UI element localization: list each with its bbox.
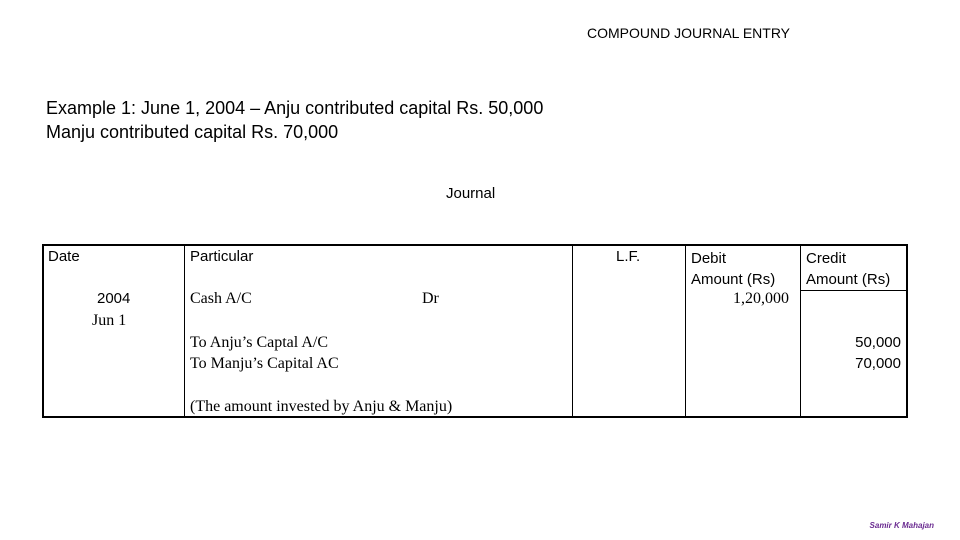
example-text (46, 96, 543, 144)
date-column-divider (184, 246, 185, 416)
debit-header-line-2: Amount (Rs) (691, 271, 776, 288)
credit-account-2: To Manju’s Capital AC (190, 355, 339, 372)
debit-header-line-1: Debit (691, 250, 727, 267)
debit-column-divider (800, 246, 801, 416)
credit-header-line-2: Amount (Rs) (806, 271, 891, 288)
credit-header-underline (800, 290, 906, 291)
example-line-2: Manju contributed capital Rs. 70,000 (46, 122, 339, 142)
credit-header-line-1: Credit (806, 250, 847, 267)
credit-amount-1: 50,000 (855, 334, 901, 351)
debit-header (691, 248, 775, 290)
entry-day: Jun 1 (92, 312, 127, 329)
journal-title: Journal (446, 185, 496, 202)
example-line-1: Example 1: June 1, 2004 – Anju contributed capital Rs. 50,000 (46, 98, 544, 118)
lf-header: L.F. (616, 248, 641, 265)
debit-account: Cash A/C (190, 290, 252, 307)
date-header: Date (48, 248, 80, 265)
entry-year: 2004 (97, 290, 131, 307)
debit-amount: 1,20,000 (733, 290, 789, 307)
credit-header (806, 248, 890, 290)
narration: (The amount invested by Anju & Manju) (190, 398, 453, 415)
lf-column-divider (685, 246, 686, 416)
particular-header: Particular (190, 248, 254, 265)
author-signature: Samir K Mahajan (869, 521, 934, 530)
page-heading: COMPOUND JOURNAL ENTRY (587, 25, 791, 41)
journal-table (42, 244, 908, 418)
credit-amount-2: 70,000 (855, 355, 901, 372)
particular-column-divider (572, 246, 573, 416)
credit-account-1: To Anju’s Captal A/C (190, 334, 328, 351)
dr-label: Dr (422, 290, 439, 307)
